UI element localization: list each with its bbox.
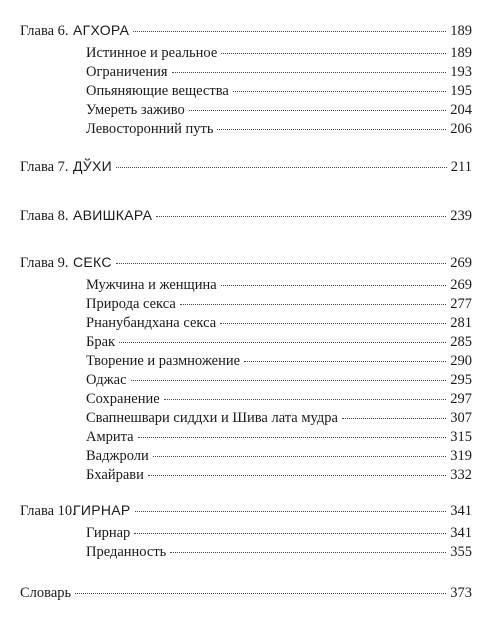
chapter-label: Глава 9. bbox=[20, 255, 69, 271]
page-number: 269 bbox=[450, 255, 472, 271]
toc-chapter-10[interactable] bbox=[20, 501, 472, 520]
section-title: Оджас bbox=[86, 372, 127, 388]
section-title: Преданность bbox=[86, 544, 167, 560]
section-title: Гирнар bbox=[86, 525, 131, 541]
page-number: 195 bbox=[450, 83, 472, 99]
page-number: 189 bbox=[450, 23, 472, 39]
dot-leader bbox=[244, 360, 446, 362]
page-number: 315 bbox=[450, 429, 472, 445]
section-title: Брак bbox=[86, 334, 116, 350]
page-number: 355 bbox=[450, 544, 472, 560]
section-title: Сохранение bbox=[86, 391, 160, 407]
toc-glossary[interactable] bbox=[20, 584, 472, 602]
toc-section[interactable] bbox=[86, 352, 472, 370]
toc-section[interactable] bbox=[86, 466, 472, 484]
section-title: Умереть заживо bbox=[86, 102, 185, 118]
section-title: Левосторонний путь bbox=[86, 121, 214, 137]
dot-leader bbox=[148, 474, 446, 476]
section-title: Ваджроли bbox=[86, 448, 149, 464]
page-number: 204 bbox=[450, 102, 472, 118]
section-title: Бхайрави bbox=[86, 467, 144, 483]
page-number: 297 bbox=[450, 391, 472, 407]
dot-leader bbox=[221, 284, 447, 286]
toc-section[interactable] bbox=[86, 276, 472, 294]
section-title: Ограничения bbox=[86, 64, 168, 80]
page-number: 189 bbox=[450, 45, 472, 61]
dot-leader bbox=[133, 30, 446, 32]
dot-leader bbox=[164, 398, 447, 400]
dot-leader bbox=[221, 52, 446, 54]
toc-section[interactable] bbox=[86, 524, 472, 542]
page-number: 319 bbox=[450, 448, 472, 464]
dot-leader bbox=[233, 90, 446, 92]
chapter-label: Глава 6. bbox=[20, 23, 69, 39]
chapter-title: АВИШКАРА bbox=[73, 207, 153, 223]
page-number: 269 bbox=[450, 277, 472, 293]
page-number: 373 bbox=[450, 585, 472, 601]
dot-leader bbox=[135, 510, 447, 512]
dot-leader bbox=[180, 303, 446, 305]
toc-section[interactable] bbox=[86, 120, 472, 138]
page-number: 290 bbox=[450, 353, 472, 369]
toc-section[interactable] bbox=[86, 428, 472, 446]
dot-leader bbox=[119, 341, 446, 343]
section-title: Природа секса bbox=[86, 296, 176, 312]
toc-section[interactable] bbox=[86, 543, 472, 561]
toc-section[interactable] bbox=[86, 447, 472, 465]
page-number: 211 bbox=[450, 159, 472, 175]
glossary-title: Словарь bbox=[20, 585, 72, 601]
page-number: 193 bbox=[450, 64, 472, 80]
dot-leader bbox=[116, 262, 446, 264]
chapter-label: Глава 8. bbox=[20, 208, 69, 224]
section-title: Свапнешвари сиддхи и Шива лата мудра bbox=[86, 410, 338, 426]
page-number: 341 bbox=[450, 503, 472, 519]
page-number: 281 bbox=[450, 315, 472, 331]
toc-chapter-9[interactable] bbox=[20, 253, 472, 272]
dot-leader bbox=[189, 109, 446, 111]
toc-chapter-7[interactable] bbox=[20, 157, 472, 176]
page-number: 295 bbox=[450, 372, 472, 388]
page-number: 307 bbox=[450, 410, 472, 426]
dot-leader bbox=[342, 417, 446, 419]
section-title: Истинное и реальное bbox=[86, 45, 218, 61]
dot-leader bbox=[153, 455, 446, 457]
page-number: 239 bbox=[450, 208, 472, 224]
toc-section[interactable] bbox=[86, 63, 472, 81]
toc-chapter-6[interactable] bbox=[20, 21, 472, 40]
dot-leader bbox=[134, 532, 446, 534]
chapter-title: ГИРНАР bbox=[73, 502, 131, 518]
toc-chapter-8[interactable] bbox=[20, 206, 472, 225]
toc-section[interactable] bbox=[86, 314, 472, 332]
toc-section[interactable] bbox=[86, 409, 472, 427]
section-title: Опьяняющие вещества bbox=[86, 83, 229, 99]
dot-leader bbox=[170, 551, 446, 553]
chapter-title: АГХОРА bbox=[73, 22, 130, 38]
toc-section[interactable] bbox=[86, 390, 472, 408]
section-title: Амрита bbox=[86, 429, 134, 445]
section-title: Рнанубандхана секса bbox=[86, 315, 217, 331]
section-title: Творение и размножение bbox=[86, 353, 241, 369]
chapter-label: Глава 7. bbox=[20, 159, 69, 175]
toc-section[interactable] bbox=[86, 333, 472, 351]
chapter-label: Глава 10. bbox=[20, 503, 76, 519]
dot-leader bbox=[172, 71, 447, 73]
dot-leader bbox=[217, 128, 446, 130]
toc-section[interactable] bbox=[86, 82, 472, 100]
toc-section[interactable] bbox=[86, 101, 472, 119]
chapter-title: ДЎХИ bbox=[73, 158, 112, 174]
dot-leader bbox=[116, 166, 447, 168]
dot-leader bbox=[138, 436, 447, 438]
dot-leader bbox=[220, 322, 446, 324]
chapter-title: СЕКС bbox=[73, 254, 112, 270]
page-number: 285 bbox=[450, 334, 472, 350]
page-number: 206 bbox=[450, 121, 472, 137]
dot-leader bbox=[75, 592, 446, 594]
toc-section[interactable] bbox=[86, 295, 472, 313]
page-number: 277 bbox=[450, 296, 472, 312]
page-number: 332 bbox=[450, 467, 472, 483]
toc-section[interactable] bbox=[86, 44, 472, 62]
section-title: Мужчина и женщина bbox=[86, 277, 217, 293]
toc-section[interactable] bbox=[86, 371, 472, 389]
dot-leader bbox=[131, 379, 447, 381]
page-number: 341 bbox=[450, 525, 472, 541]
dot-leader bbox=[156, 215, 446, 217]
